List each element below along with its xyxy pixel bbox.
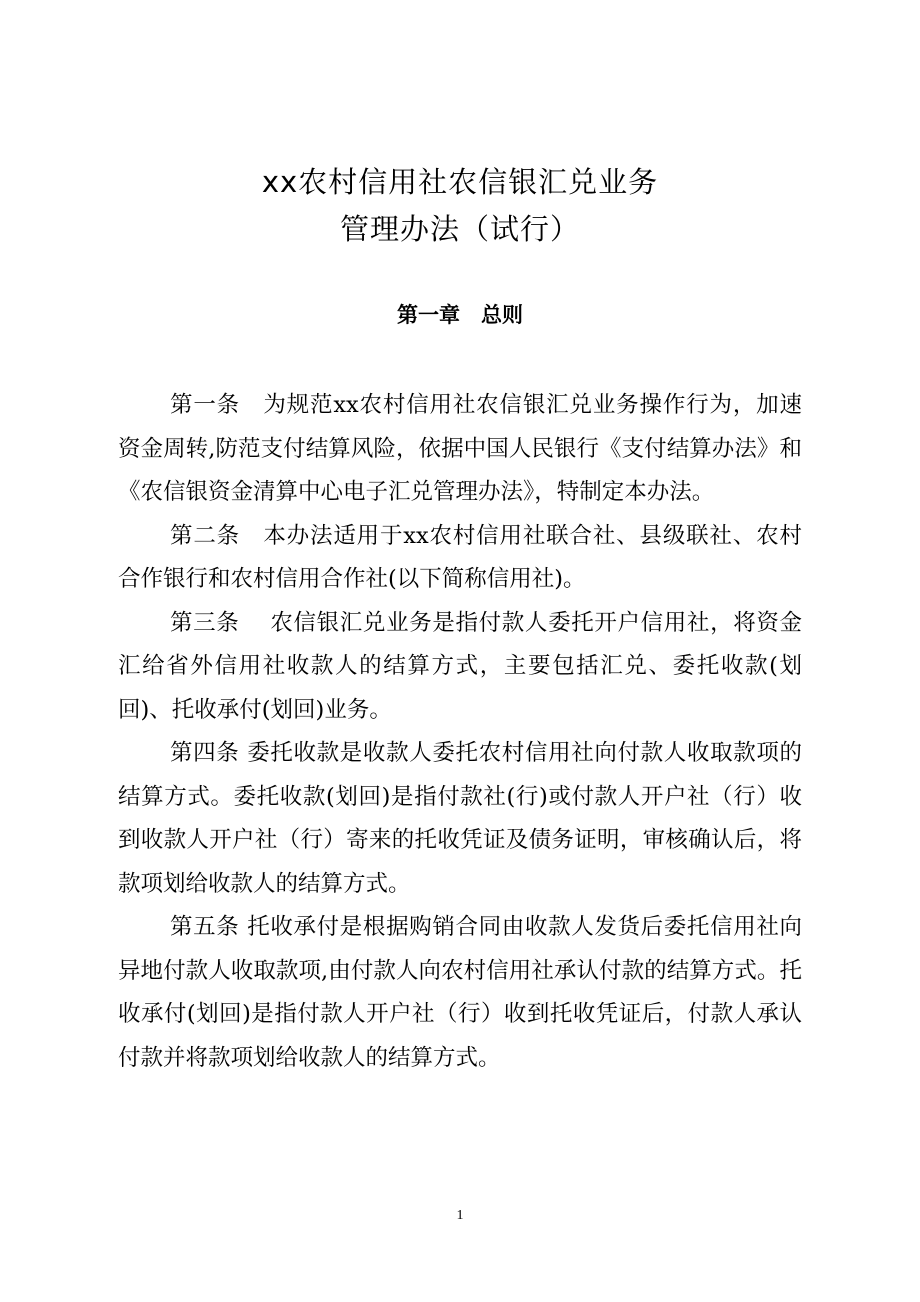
page-number: 1: [456, 1208, 464, 1223]
article-5: 第五条 托收承付是根据购销合同由收款人发货后委托信用社向异地付款人收取款项,由付款人向农村信用社承认付款的结算方式。托收承付(划回)是指付款人开户社（行）收到托收凭证后，付款人承认付款并将款项划给收款人的结算方式。: [118, 914, 802, 1071]
article-4: 第四条 委托收款是收款人委托农村信用社向付款人收取款项的结算方式。委托收款(划回)是指付款社(行)或付款人开户社（行）收到收款人开户社（行）寄来的托收凭证及债务证明，审核确认后，将款项划给收款人的结算方式。: [118, 740, 802, 897]
document-title-line-1: xx农村信用社农信银汇兑业务: [261, 165, 659, 199]
document-body: [118, 384, 802, 1080]
article-3: 第三条 农信银汇兑业务是指付款人委托开户信用社，将资金汇给省外信用社收款人的结算方式，主要包括汇兑、委托收款(划回)、托收承付(划回)业务。: [118, 609, 802, 723]
article-1: 第一条 为规范xx农村信用社农信银汇兑业务操作行为，加速资金周转,防范支付结算风险，依据中国人民银行《支付结算办法》和《农信银资金清算中心电子汇兑管理办法》，特制定本办法。: [118, 392, 802, 505]
article-2: 第二条 本办法适用于xx农村信用社联合社、县级联社、农村合作银行和农村信用合作社(以下简称信用社)。: [118, 522, 802, 592]
chapter-heading: 第一章 总则: [397, 303, 523, 327]
document-title-line-2: 管理办法（试行）: [339, 212, 580, 246]
